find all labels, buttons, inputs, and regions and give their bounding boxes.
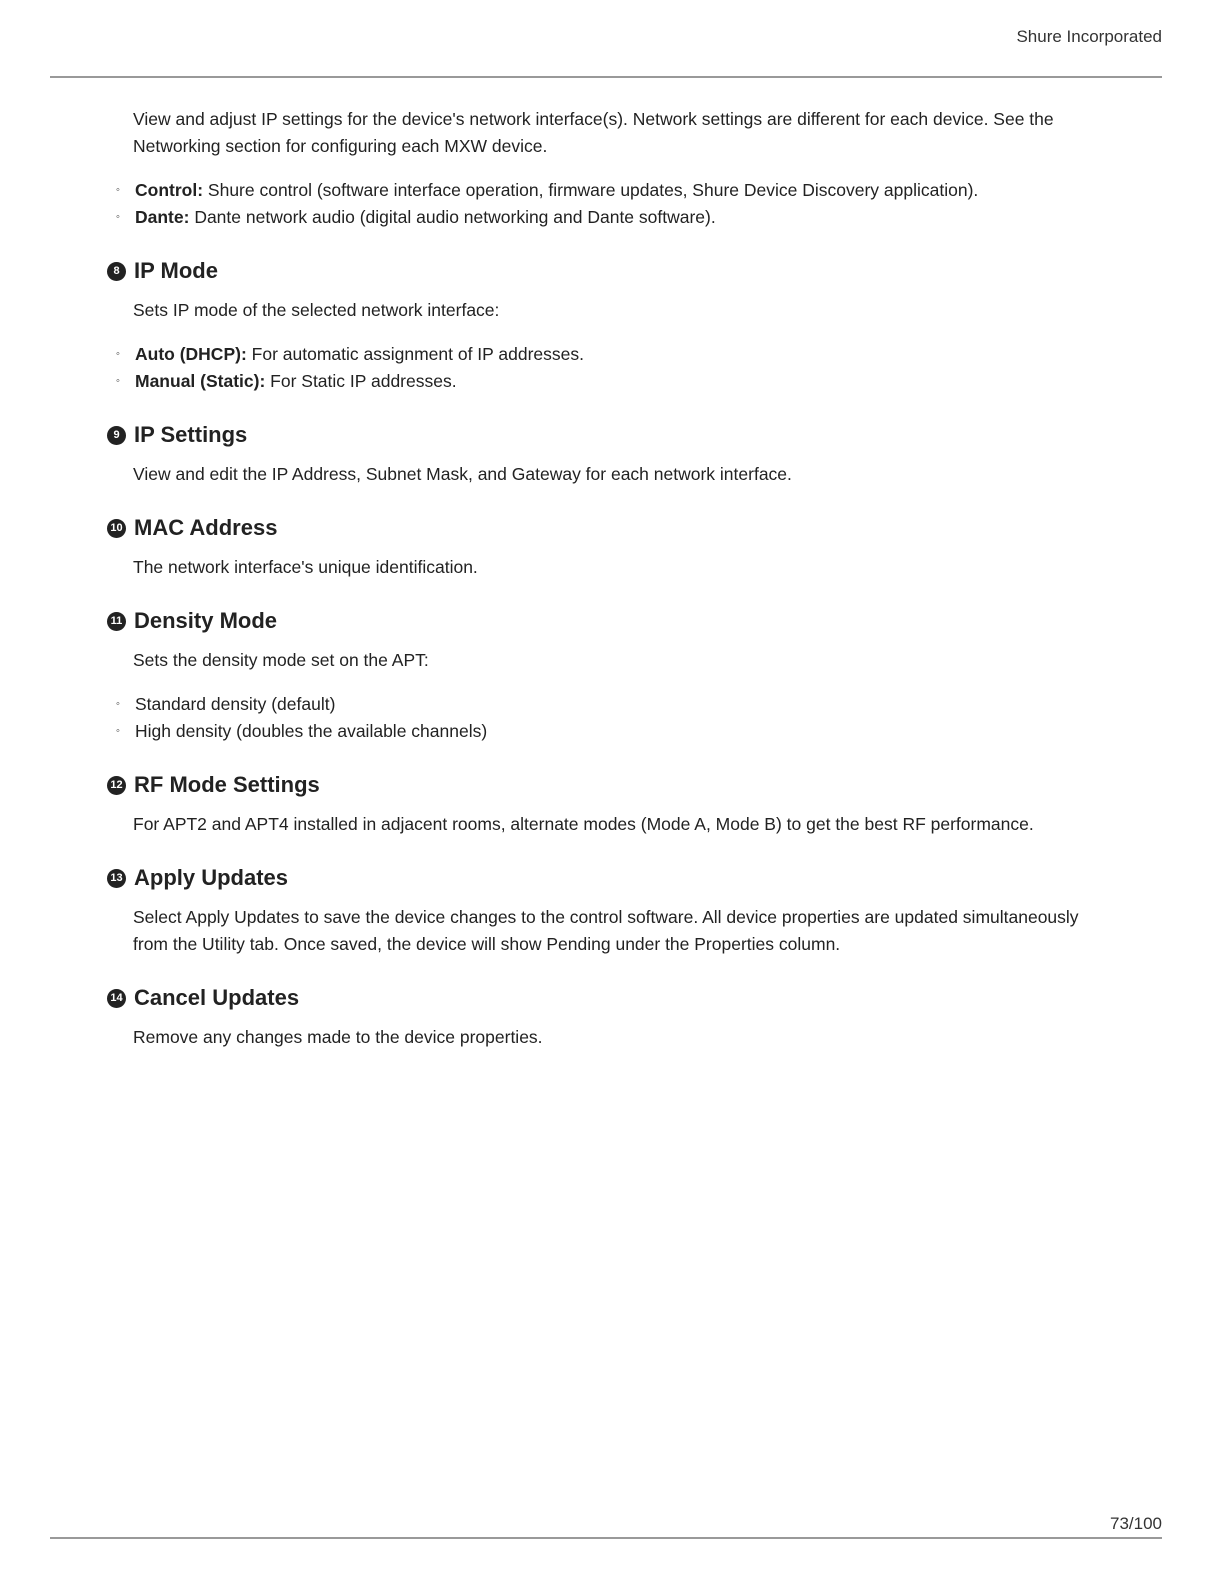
section-ip-settings <box>106 420 1106 488</box>
section-heading <box>106 863 1106 893</box>
bullet-icon: ◦ <box>116 211 120 223</box>
section-title: IP Mode <box>134 258 218 283</box>
list-item <box>106 368 1106 395</box>
bullet-text: High density (doubles the available channels) <box>135 721 488 741</box>
ip-mode-options <box>106 341 1106 395</box>
section-heading <box>106 256 1106 286</box>
bullet-label: Auto (DHCP): <box>135 344 247 364</box>
section-description: Select Apply Updates to save the device changes to the control software. All device properties are updated simultaneously from the Utility tab. Once saved, the device will show Pending under the Properties column. <box>133 907 1079 954</box>
section-heading <box>106 983 1106 1013</box>
section-heading <box>106 420 1106 450</box>
bullet-icon: ◦ <box>116 348 120 360</box>
number-12-icon: 12 <box>107 776 126 795</box>
list-item <box>106 341 1106 368</box>
header-company-name: Shure Incorporated <box>1016 27 1162 46</box>
section-title: Apply Updates <box>134 865 289 890</box>
section-description: The network interface's unique identification. <box>133 557 478 577</box>
section-heading <box>106 770 1106 800</box>
density-mode-options <box>106 691 1106 745</box>
section-description: Remove any changes made to the device properties. <box>133 1027 543 1047</box>
section-apply-updates <box>106 863 1106 958</box>
section-rf-mode-settings <box>106 770 1106 838</box>
bullet-icon: ◦ <box>116 725 120 737</box>
intro-bullet-list <box>106 177 1106 231</box>
bullet-label: Dante: <box>135 207 190 227</box>
section-description: Sets the density mode set on the APT: <box>133 650 429 670</box>
list-item <box>106 204 1106 231</box>
list-item <box>106 718 1106 745</box>
section-description: Sets IP mode of the selected network interface: <box>133 300 500 320</box>
section-cancel-updates <box>106 983 1106 1051</box>
bullet-icon: ◦ <box>116 698 120 710</box>
number-11-icon: 11 <box>107 612 126 631</box>
bullet-label: Control: <box>135 180 204 200</box>
intro-paragraph: View and adjust IP settings for the device's network interface(s). Network settings are different for each device. See the Networking section for configuring each MXW device. <box>133 109 1054 156</box>
bullet-text: Standard density (default) <box>135 694 336 714</box>
header-divider <box>50 76 1162 78</box>
bullet-text: Shure control (software interface operation, firmware updates, Shure Device Discovery application). <box>203 180 979 200</box>
section-title: Cancel Updates <box>134 985 300 1010</box>
section-title: RF Mode Settings <box>134 772 320 797</box>
section-ip-mode <box>106 256 1106 395</box>
section-mac-address <box>106 513 1106 581</box>
section-heading <box>106 606 1106 636</box>
section-description: View and edit the IP Address, Subnet Mask, and Gateway for each network interface. <box>133 464 792 484</box>
section-title: MAC Address <box>134 515 278 540</box>
list-item <box>106 691 1106 718</box>
number-9-icon: 9 <box>107 426 126 445</box>
bullet-text: For automatic assignment of IP addresses. <box>246 344 584 364</box>
page-number: 73/100 <box>1110 1514 1162 1533</box>
number-13-icon: 13 <box>107 869 126 888</box>
section-title: IP Settings <box>134 422 248 447</box>
section-description: For APT2 and APT4 installed in adjacent rooms, alternate modes (Mode A, Mode B) to get the best RF performance. <box>133 814 1034 834</box>
section-heading <box>106 513 1106 543</box>
number-14-icon: 14 <box>107 989 126 1008</box>
bullet-icon: ◦ <box>116 184 120 196</box>
bullet-label: Manual (Static): <box>135 371 266 391</box>
bullet-text: For Static IP addresses. <box>265 371 457 391</box>
number-10-icon: 10 <box>107 519 126 538</box>
number-8-icon: 8 <box>107 262 126 281</box>
footer-divider <box>50 1537 1162 1539</box>
section-density-mode <box>106 606 1106 745</box>
bullet-icon: ◦ <box>116 375 120 387</box>
list-item <box>106 177 1106 204</box>
section-title: Density Mode <box>134 608 278 633</box>
page-content <box>106 106 1106 1051</box>
bullet-text: Dante network audio (digital audio networking and Dante software). <box>189 207 716 227</box>
